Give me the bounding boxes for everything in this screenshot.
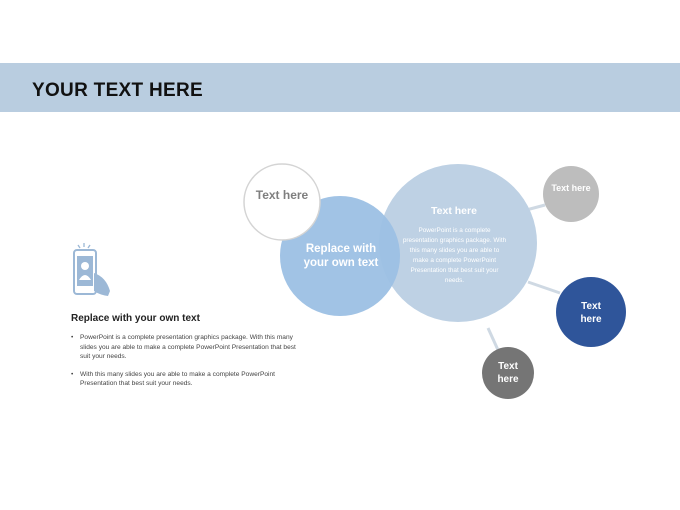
- main-circle-title: Text here: [431, 205, 477, 217]
- satellite-gray-label: Text here: [551, 183, 591, 193]
- connector-line: [488, 328, 498, 350]
- connector-line: [528, 282, 560, 293]
- left-heading: Replace with your own text: [71, 313, 200, 324]
- satellite-gray-circle: [543, 166, 599, 222]
- satellite-dark-label: Text here: [497, 361, 519, 385]
- bullet-item: • With this many slides you are able to make a complete PowerPoint Presentation that best suit your needs.: [71, 370, 301, 389]
- bullet-item: • PowerPoint is a complete presentation graphics package. With this many slides you are able to make a complete PowerPoint Presentation that best suit your needs.: [71, 333, 301, 362]
- outline-circle-label: Text here: [255, 188, 309, 202]
- main-circle-body: PowerPoint is a complete presentation graphics package. With this many slides you are able to make a complete PowerPoint Presentation that best suit your needs.: [402, 227, 507, 284]
- satellite-blue-label: Text here: [580, 301, 602, 325]
- page-title: YOUR TEXT HERE: [32, 80, 203, 101]
- light-blue-circle-label: Replace with your own text: [303, 243, 379, 269]
